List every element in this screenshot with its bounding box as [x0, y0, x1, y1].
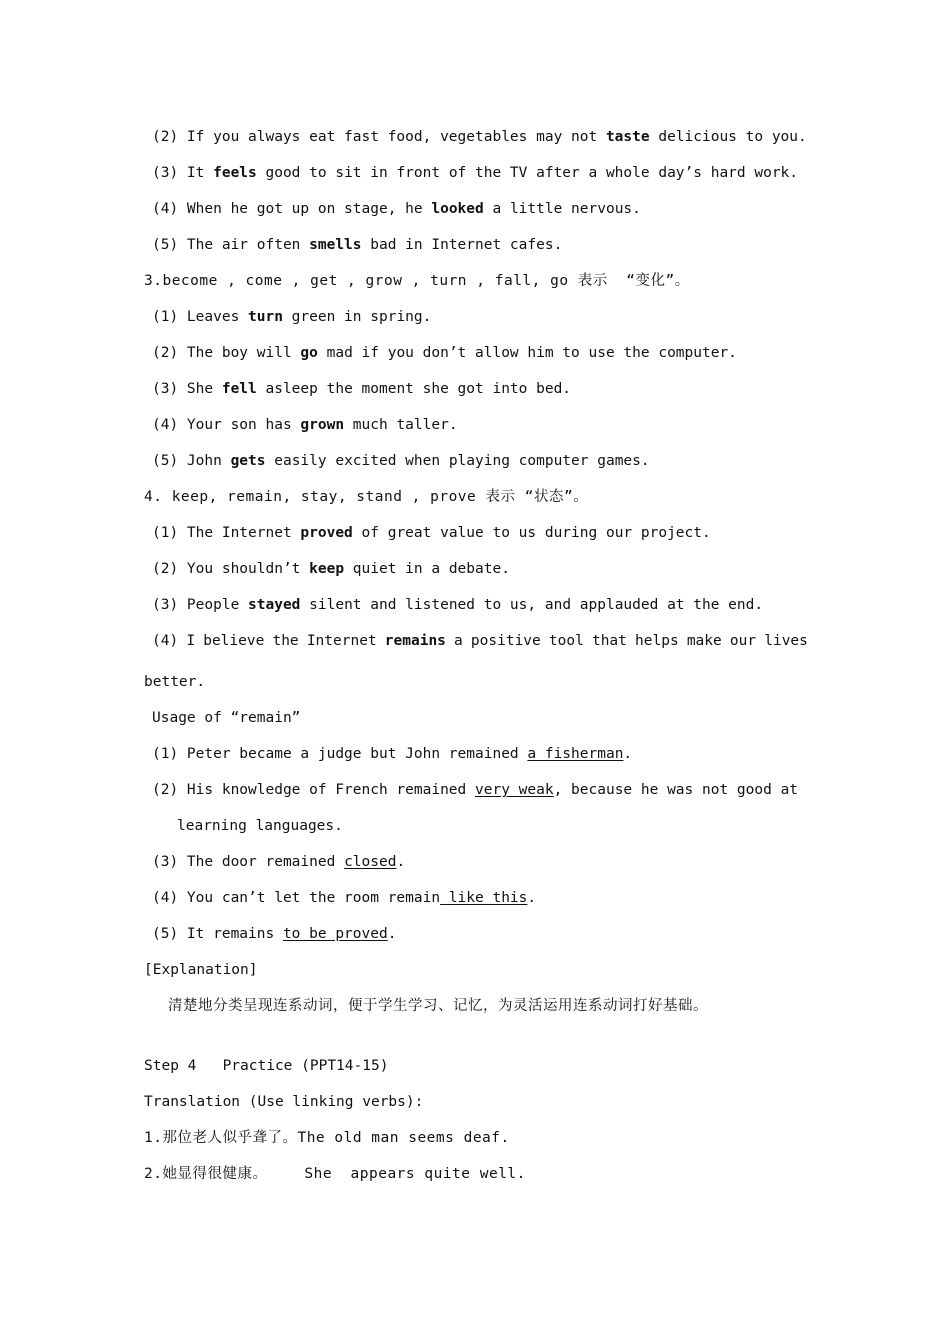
- example-sentence: (1) Leaves turn green in spring.: [152, 309, 432, 325]
- linking-verb: looked: [431, 201, 484, 217]
- example-sentence: (2) The boy will go mad if you don’t allow him to use the computer.: [152, 345, 737, 361]
- example-sentence: (5) John gets easily excited when playing computer games.: [152, 453, 650, 469]
- translation-instruction: Translation (Use linking verbs):: [144, 1094, 424, 1110]
- step-heading: Step 4 Practice (PPT14-15): [144, 1058, 389, 1074]
- predicative-underlined: a fisherman: [527, 746, 624, 762]
- linking-verb: feels: [213, 165, 257, 181]
- usage-sentence: (3) The door remained closed.: [152, 854, 406, 870]
- predicative-underlined: closed: [344, 854, 397, 870]
- predicative-underlined: very weak: [475, 782, 554, 798]
- example-sentence: (4) When he got up on stage, he looked a little nervous.: [152, 201, 641, 217]
- linking-verb: turn: [248, 309, 283, 325]
- example-sentence: (1) The Internet proved of great value to us during our project.: [152, 525, 711, 541]
- example-sentence: (4) Your son has grown much taller.: [152, 417, 458, 433]
- usage-heading: Usage of “remain”: [152, 710, 301, 726]
- predicative-underlined: to be proved: [282, 926, 388, 942]
- example-sentence: (3) It feels good to sit in front of the TV after a whole day’s hard work.: [152, 165, 799, 181]
- predicative-underlined: like this: [440, 890, 528, 906]
- usage-sentence: (5) It remains to be proved.: [152, 926, 397, 942]
- usage-sentence: (2) His knowledge of French remained very weak, because he was not good at: [152, 782, 799, 798]
- linking-verb: go: [300, 345, 318, 361]
- linking-verb: smells: [309, 237, 362, 253]
- example-sentence: (3) She fell asleep the moment she got into bed.: [152, 381, 572, 397]
- example-sentence: (2) You shouldn’t keep quiet in a debate.: [152, 561, 510, 577]
- sentence-continuation: better.: [144, 674, 206, 690]
- linking-verb: taste: [605, 129, 650, 145]
- section-heading-state: 4. keep, remain, stay, stand , prove 表示 “状态”。: [144, 489, 589, 505]
- linking-verb: fell: [221, 381, 257, 397]
- linking-verb: stayed: [248, 597, 301, 613]
- translation-item: 2.她显得很健康。 She appears quite well.: [144, 1166, 526, 1182]
- example-sentence: (5) The air often smells bad in Internet cafes.: [152, 237, 563, 253]
- usage-sentence: (1) Peter became a judge but John remained a fisherman.: [152, 746, 633, 762]
- linking-verb: grown: [300, 417, 345, 433]
- explanation-text: 清楚地分类呈现连系动词，便于学生学习、记忆，为灵活运用连系动词打好基础。: [168, 998, 708, 1014]
- example-sentence: (3) People stayed silent and listened to us, and applauded at the end.: [152, 597, 764, 613]
- linking-verb: gets: [230, 453, 266, 469]
- translation-item: 1.那位老人似乎聋了。The old man seems deaf.: [144, 1130, 510, 1146]
- section-heading-change: 3.become , come , get , grow , turn , fall, go 表示 “变化”。: [144, 273, 690, 289]
- example-sentence: (2) If you always eat fast food, vegetables may not taste delicious to you.: [152, 129, 807, 145]
- usage-sentence: (4) You can’t let the room remain like this.: [152, 890, 537, 906]
- example-sentence-justified: (4) I believe the Internet remains a positive tool that helps make our lives: [152, 633, 808, 649]
- linking-verb: remains: [384, 633, 446, 649]
- linking-verb: keep: [309, 561, 345, 577]
- sentence-continuation: learning languages.: [177, 818, 343, 834]
- linking-verb: proved: [300, 525, 353, 541]
- explanation-heading: [Explanation]: [144, 962, 258, 978]
